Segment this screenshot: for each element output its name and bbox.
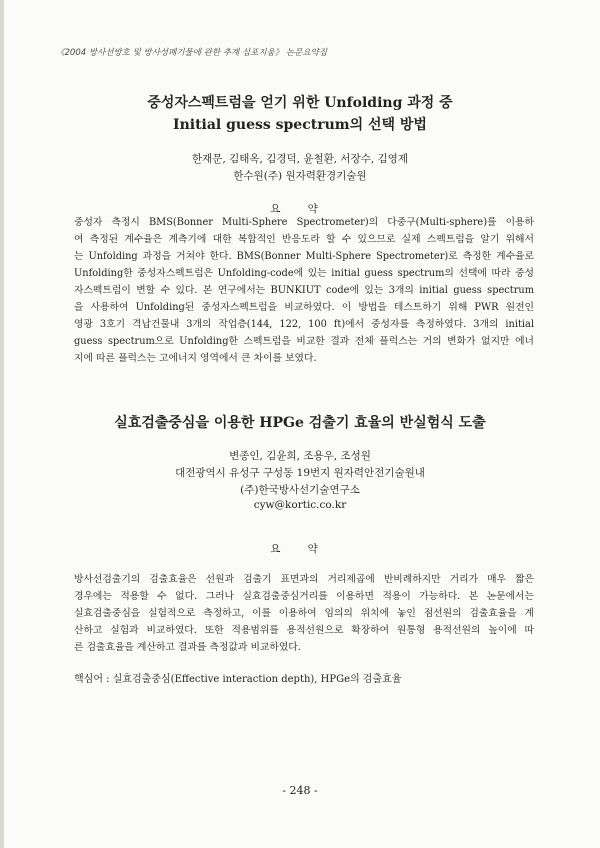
abstract-line: guess spectrum으로 Unfolding한 스펙트럼을 비교한 결과 전체 플럭스는 거의 변화가 없지만 에너	[74, 336, 534, 347]
paper2-abstract-heading: 요 약	[270, 543, 330, 555]
paper2-address: 대전광역시 유성구 구성동 19번지 원자력안전기술원내	[175, 467, 425, 479]
abstract-line: 영광 3호기 격납건물내 3개의 작업층(144, 122, 100 ft)에서 중성자를 측정하였다. 3개의 initial	[74, 319, 534, 330]
abstract-line: 여 측정된 계수율은 계측기에 대한 복합적인 반응도라 할 수 있으므로 실제 스펙트럼을 알기 위해서	[74, 234, 534, 245]
abstract-line: 방사선검출기의 검출효율은 선원과 검출기 표면과의 거리제곱에 반비례하지만 거리가 매우 짧은	[74, 574, 534, 585]
abstract-line: 른 검출효율을 계산하고 결과를 측정값과 비교하였다.	[74, 642, 301, 653]
paper2-affiliation: (주)한국방사선기술연구소	[240, 484, 360, 496]
paper2-keywords: 핵심어 : 실효검출중심(Effective interaction depth), HPGe의 검출효율	[74, 674, 402, 685]
paper1-abstract-heading: 요 약	[270, 203, 330, 215]
paper1-authors: 한재문, 김태옥, 김경덕, 윤철환, 서장수, 김영제	[192, 153, 408, 165]
paper1-affiliation: 한수원(주) 원자력환경기술원	[233, 170, 367, 182]
abstract-line: 는 Unfolding 과정을 거쳐야 한다. BMS(Bonner Multi-Sphere Spectrometer)로 측정한 계수율로	[74, 251, 534, 262]
paper2-email: cyw@kortic.co.kr	[253, 499, 347, 511]
abstract-line: 중성자 측정시 BMS(Bonner Multi-Sphere Spectrometer)의 다중구(Multi-sphere)를 이용하	[74, 217, 534, 228]
abstract-line: 자스펙트럼이 변할 수 있다. 본 연구에서는 BUNKIUT code에 있는 3개의 initial guess spectrum	[74, 285, 534, 296]
abstract-line: 지에 따른 플럭스는 고에너지 영역에서 큰 차이를 보였다.	[74, 353, 317, 364]
page-number: - 248 -	[282, 784, 318, 797]
paper1-title-line1: 중성자스펙트럼을 얻기 위한 Unfolding 과정 중	[147, 95, 453, 111]
proceedings-header: 《2004 방사선방호 및 방사성폐기물에 관한 추계 심포지움》 논문요약집	[56, 48, 328, 58]
paper1-abstract	[74, 214, 534, 367]
paper2-abstract	[74, 571, 534, 656]
paper1-title-line2: Initial guess spectrum의 선택 방법	[173, 117, 427, 133]
abstract-line: Unfolding한 중성자스펙트럼은 Unfolding-code에 있는 initial guess spectrum의 선택에 따라 중성	[74, 268, 534, 279]
paper2-authors: 변종인, 김윤희, 조용우, 조성원	[229, 450, 371, 462]
abstract-line: 실효검출중심을 실험적으로 측정하고, 이를 이용하여 임의의 위치에 놓인 점선원의 검출효율을 계	[74, 608, 534, 619]
abstract-line: 경우에는 적용할 수 없다. 그러나 실효검출중심거리를 이용하면 적용이 가능하다. 본 논문에서는	[74, 591, 534, 602]
abstract-line: 을 사용하여 Unfolding된 중성자스펙트럼을 비교하였다. 이 방법을 테스트하기 위해 PWR 원전인	[74, 302, 534, 313]
abstract-line: 산하고 실험과 비교하였다. 또한 적용범위를 용적선원으로 확장하여 원통형 용적선원의 높이에 따	[74, 625, 534, 636]
paper2-title: 실효검출중심을 이용한 HPGe 검출기 효율의 반실험식 도출	[114, 415, 486, 431]
